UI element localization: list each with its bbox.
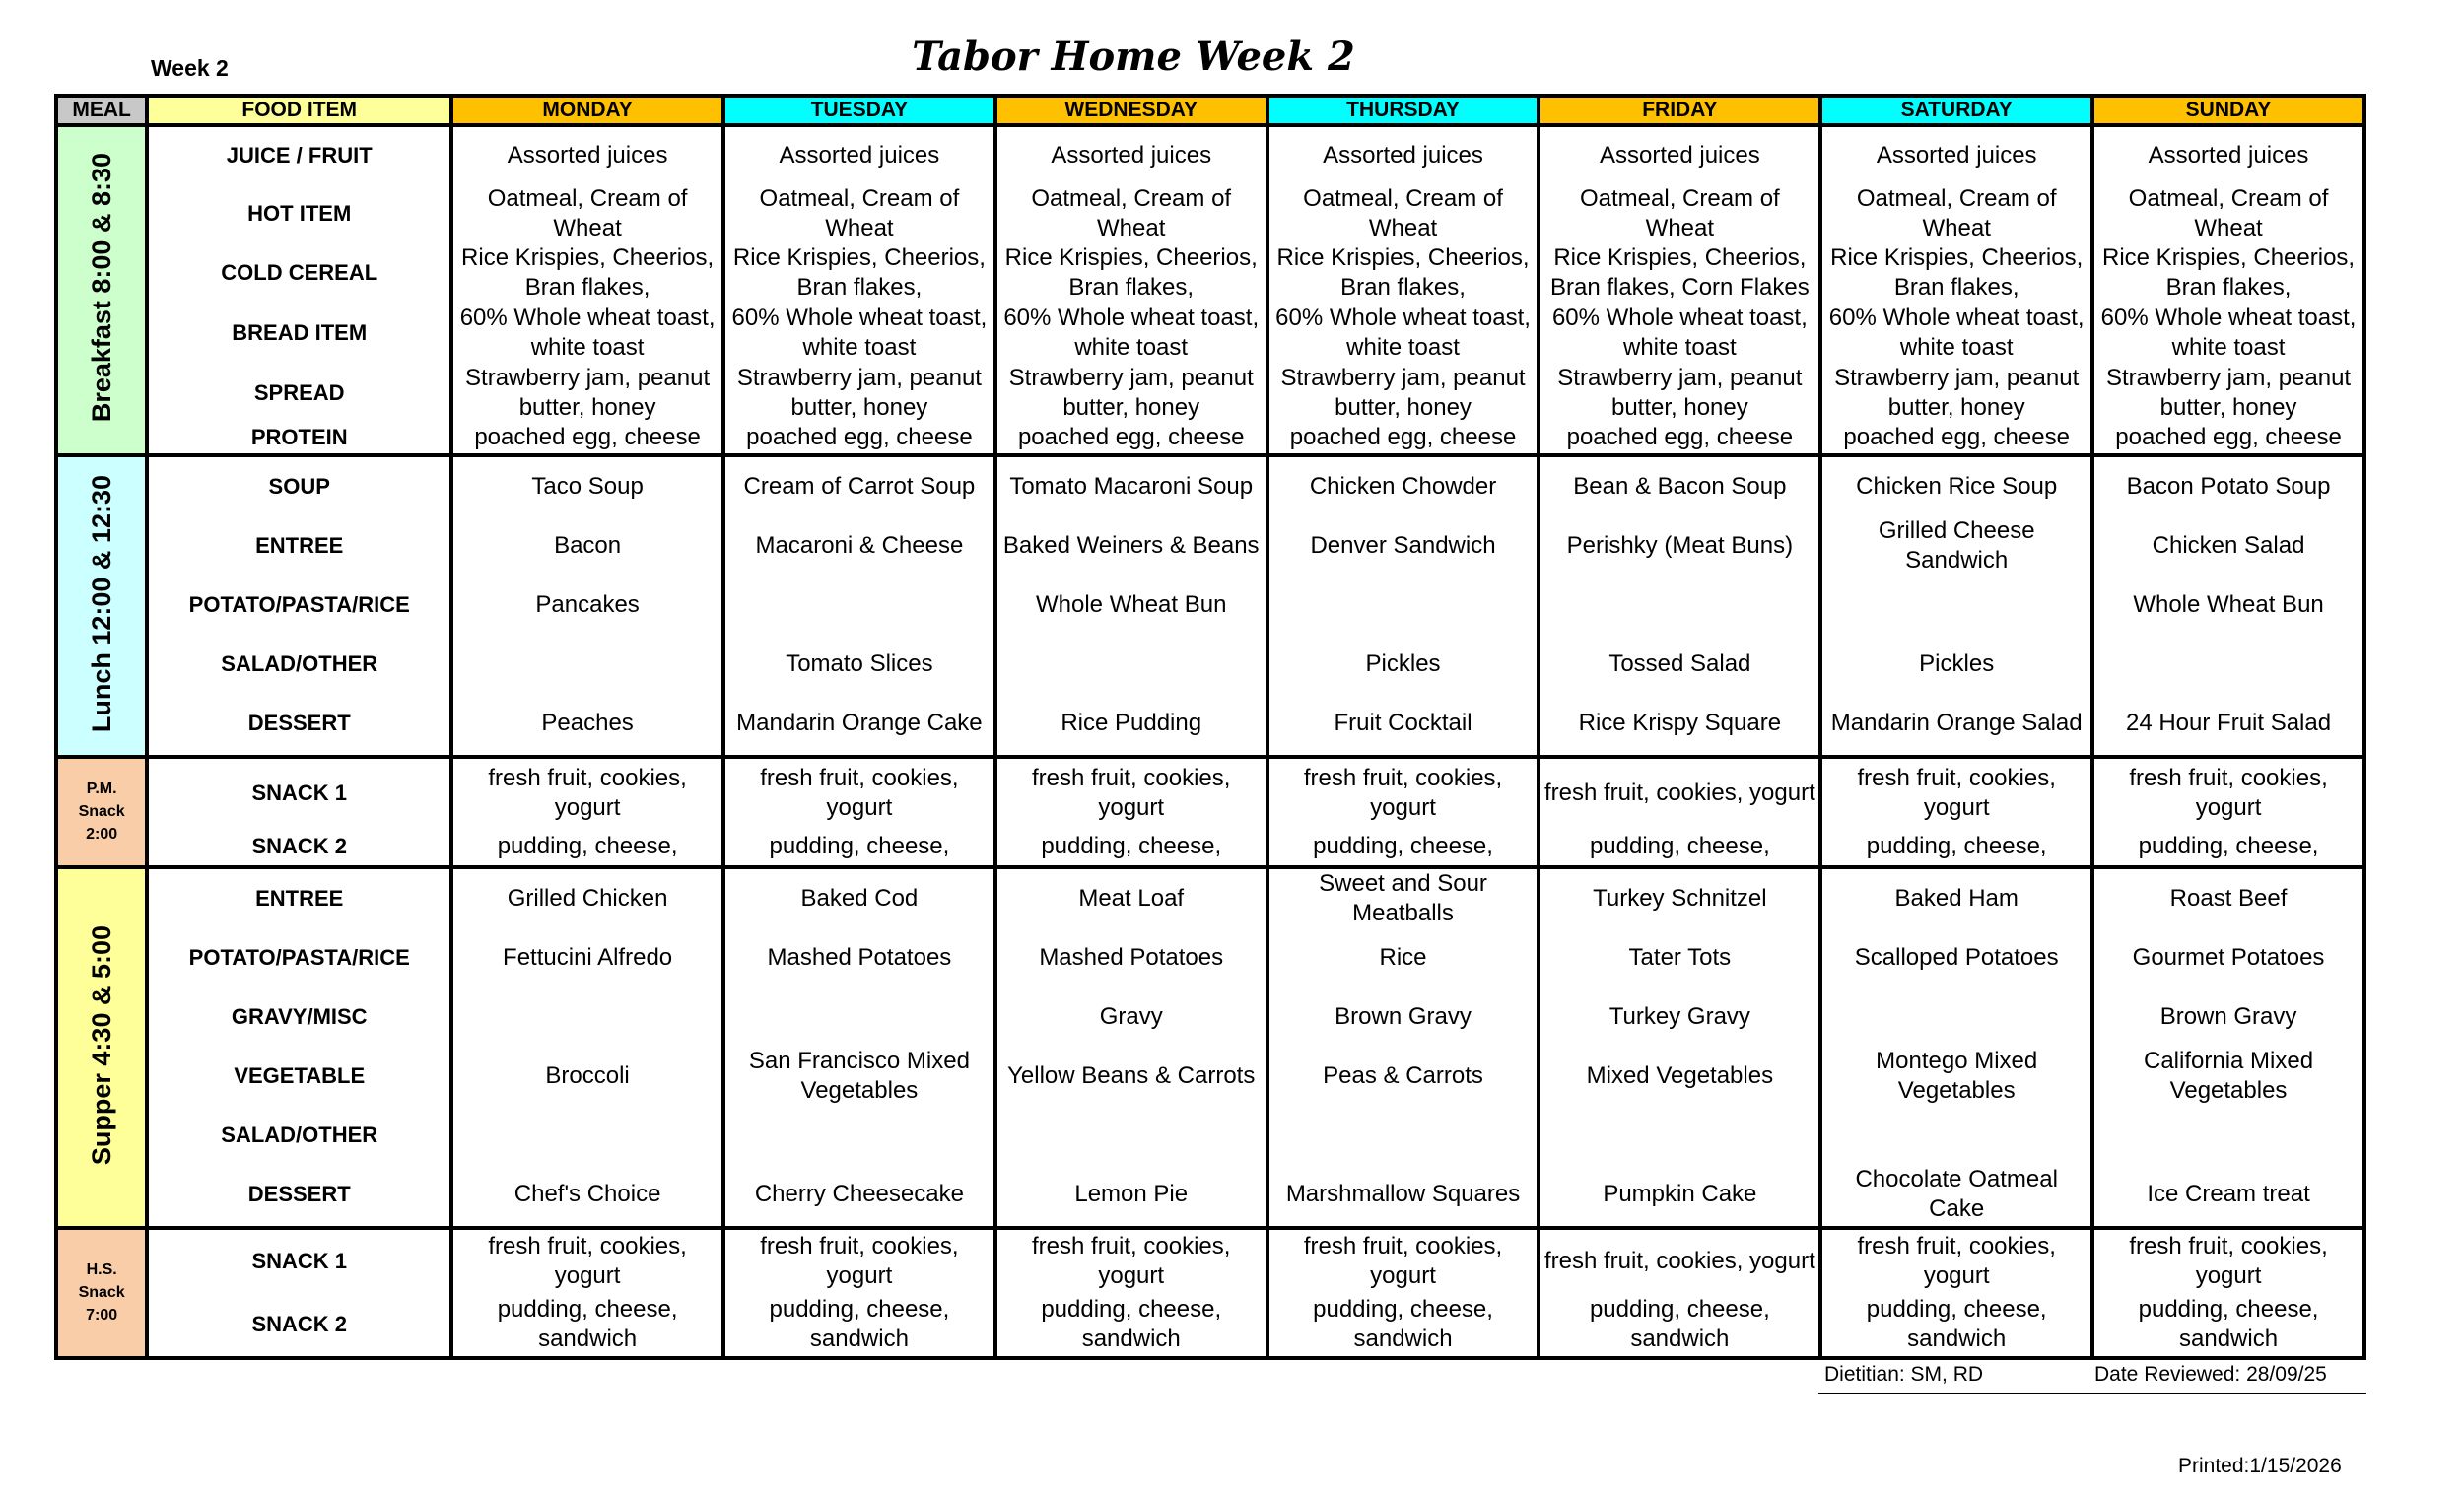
food-item-cell	[147, 455, 451, 757]
day-cell-tuesday	[723, 867, 995, 1228]
menu-entry: Strawberry jam, peanut butter, honey	[1280, 364, 1526, 421]
menu-entry: Pumpkin Cake	[1603, 1181, 1757, 1208]
menu-entry: fresh fruit, cookies, yogurt	[1543, 779, 1815, 806]
day-cell-thursday	[1267, 125, 1540, 455]
day-cell-tuesday	[723, 1228, 995, 1358]
menu-entry	[1822, 987, 2090, 1047]
menu-entry: poached egg, cheese	[2115, 424, 2342, 450]
menu-entry: Whole Wheat Bun	[2133, 590, 2324, 618]
day-cell-monday	[451, 455, 723, 757]
menu-entry: Turkey Gravy	[1608, 1002, 1750, 1030]
menu-entry: poached egg, cheese	[1017, 424, 1245, 450]
menu-entry: Baked Ham	[1894, 884, 2019, 912]
menu-entry	[997, 635, 1266, 694]
menu-entry: fresh fruit, cookies, yogurt	[760, 1232, 959, 1289]
header-food-item: FOOD ITEM	[147, 96, 451, 125]
dietitian-label: Dietitian: SM, RD	[1824, 1363, 1984, 1386]
menu-entry: fresh fruit, cookies, yogurt	[2129, 764, 2328, 821]
menu-entry: pudding, cheese, sandwich	[1589, 1295, 1770, 1352]
food-item-cell	[147, 757, 451, 867]
menu-entry: Whole Wheat Bun	[1036, 590, 1227, 618]
food-item-cell	[147, 867, 451, 1228]
food-item-cell	[147, 1228, 451, 1358]
menu-entry: 60% Whole wheat toast, white toast	[1551, 304, 1808, 361]
day-cell-wednesday	[995, 867, 1267, 1228]
food-item-label: COLD CEREAL	[221, 260, 378, 285]
meal-label-cell	[56, 125, 147, 455]
menu-entry: Gravy	[1099, 1002, 1163, 1030]
menu-entry: Rice Krispy Square	[1578, 710, 1782, 737]
menu-entry: Strawberry jam, peanut butter, honey	[465, 364, 711, 421]
menu-entry	[725, 987, 993, 1047]
column-header-row	[56, 96, 2364, 125]
menu-entry: Grilled Cheese Sandwich	[1878, 516, 2035, 574]
food-item-label: SPREAD	[253, 379, 345, 405]
header-tuesday: TUESDAY	[723, 96, 995, 125]
menu-entry: Taco Soup	[531, 472, 644, 500]
menu-entry: Strawberry jam, peanut butter, honey	[1834, 364, 2080, 421]
day-cell-monday	[451, 757, 723, 867]
header-meal: MEAL	[56, 96, 147, 125]
menu-entry: poached egg, cheese	[1289, 424, 1517, 450]
menu-entry: Chef's Choice	[513, 1181, 661, 1208]
menu-entry: Rice Pudding	[1061, 710, 1202, 737]
day-cell-friday	[1539, 455, 1820, 757]
menu-entry: Mashed Potatoes	[767, 943, 952, 971]
day-cell-sunday	[2092, 455, 2364, 757]
header-thursday: THURSDAY	[1267, 96, 1540, 125]
menu-entry: Oatmeal, Cream of Wheat	[1303, 184, 1503, 241]
menu-entry: Mandarin Orange Salad	[1830, 710, 2083, 737]
menu-entry: Chicken Salad	[2152, 531, 2305, 559]
menu-entry: Perishky (Meat Buns)	[1566, 531, 1794, 559]
day-cell-thursday	[1267, 867, 1540, 1228]
header-sunday: SUNDAY	[2092, 96, 2364, 125]
menu-entry: Brown Gravy	[2159, 1002, 2297, 1030]
menu-entry: 60% Whole wheat toast, white toast	[731, 304, 988, 361]
menu-entry: Ice Cream treat	[2147, 1181, 2310, 1208]
food-item-label: DESSERT	[247, 1182, 351, 1207]
menu-entry: Rice Krispies, Cheerios, Bran flakes,	[732, 244, 986, 301]
menu-entry: Assorted juices	[1323, 141, 1483, 169]
day-cell-sunday	[2092, 125, 2364, 455]
menu-entry: Assorted juices	[1599, 141, 1760, 169]
food-item-label: SNACK 1	[251, 1248, 348, 1273]
meal-section-row	[56, 455, 2364, 757]
menu-entry: Assorted juices	[779, 141, 940, 169]
day-cell-tuesday	[723, 455, 995, 757]
day-cell-saturday	[1820, 757, 2092, 867]
day-cell-wednesday	[995, 1228, 1267, 1358]
food-item-label: SALAD/OTHER	[221, 650, 378, 676]
menu-entry: Strawberry jam, peanut butter, honey	[1557, 364, 1803, 421]
menu-entry: Mixed Vegetables	[1586, 1061, 1774, 1089]
menu-entry: Pickles	[1919, 649, 1995, 677]
meal-label-cell	[56, 1228, 147, 1358]
day-cell-monday	[451, 867, 723, 1228]
menu-entry	[725, 576, 993, 635]
menu-entry: Chicken Chowder	[1309, 472, 1497, 500]
food-item-label: SNACK 2	[251, 833, 348, 858]
header-monday: MONDAY	[451, 96, 723, 125]
menu-entry: fresh fruit, cookies, yogurt	[1303, 764, 1503, 821]
day-cell-friday	[1539, 757, 1820, 867]
menu-entry: Cream of Carrot Soup	[743, 472, 976, 500]
menu-entry: Scalloped Potatoes	[1854, 943, 2059, 971]
menu-entry: Rice Krispies, Cheerios, Bran flakes,	[1276, 244, 1530, 301]
menu-entry	[453, 635, 721, 694]
menu-entry: pudding, cheese,	[1589, 832, 1770, 859]
food-item-label: ENTREE	[255, 532, 344, 558]
meal-section-row	[56, 125, 2364, 455]
menu-entry: pudding, cheese, sandwich	[2138, 1295, 2319, 1352]
menu-entry: Rice Krispies, Cheerios, Bran flakes, Corn Flakes	[1549, 244, 1810, 301]
day-cell-tuesday	[723, 757, 995, 867]
header-friday: FRIDAY	[1539, 96, 1820, 125]
menu-entry: pudding, cheese, sandwich	[1866, 1295, 2047, 1352]
menu-entry: Mandarin Orange Cake	[736, 710, 983, 737]
meal-label: Supper 4:30 & 5:00	[86, 924, 116, 1165]
menu-entry: Oatmeal, Cream of Wheat	[759, 184, 960, 241]
menu-entry: Meat Loaf	[1078, 884, 1185, 912]
menu-entry: Turkey Schnitzel	[1593, 884, 1767, 912]
day-cell-saturday	[1820, 455, 2092, 757]
menu-entry: pudding, cheese, sandwich	[1041, 1295, 1222, 1352]
menu-entry: Rice Krispies, Cheerios, Bran flakes,	[461, 244, 715, 301]
menu-entry: Marshmallow Squares	[1285, 1181, 1521, 1208]
menu-entry: poached egg, cheese	[474, 424, 701, 450]
menu-entry: pudding, cheese,	[769, 832, 950, 859]
food-item-label: HOT ITEM	[247, 200, 352, 226]
menu-entry: Mashed Potatoes	[1039, 943, 1224, 971]
menu-entry: Yellow Beans & Carrots	[1007, 1061, 1256, 1089]
food-item-label: GRAVY/MISC	[231, 1003, 368, 1029]
menu-entry: Strawberry jam, peanut butter, honey	[2105, 364, 2352, 421]
menu-entry: Fettucini Alfredo	[503, 943, 673, 971]
menu-entry: Fruit Cocktail	[1334, 710, 1472, 737]
menu-entry: pudding, cheese,	[1313, 832, 1493, 859]
menu-entry: Oatmeal, Cream of Wheat	[1031, 184, 1232, 241]
menu-entry: fresh fruit, cookies, yogurt	[488, 764, 687, 821]
menu-entry: fresh fruit, cookies, yogurt	[1032, 1232, 1231, 1289]
menu-entry: pudding, cheese,	[1041, 832, 1222, 859]
menu-entry	[1540, 576, 1818, 635]
menu-entry: Tossed Salad	[1608, 649, 1751, 677]
printed-date: Printed:1/15/2026	[2178, 1455, 2342, 1477]
menu-entry: Chicken Rice Soup	[1856, 472, 2058, 500]
menu-entry: fresh fruit, cookies, yogurt	[2129, 1232, 2328, 1289]
day-cell-wednesday	[995, 455, 1267, 757]
food-item-label: DESSERT	[247, 711, 351, 736]
menu-entry: Roast Beef	[2169, 884, 2288, 912]
menu-entry: 60% Whole wheat toast, white toast	[1828, 304, 2085, 361]
menu-entry: Pickles	[1365, 649, 1441, 677]
menu-entry: Broccoli	[545, 1061, 630, 1089]
food-item-label: BREAD ITEM	[232, 319, 368, 345]
menu-entry: fresh fruit, cookies, yogurt	[1857, 1232, 2056, 1289]
menu-entry	[2094, 635, 2362, 694]
day-cell-thursday	[1267, 455, 1540, 757]
menu-entry: Montego Mixed Vegetables	[1876, 1047, 2038, 1104]
day-cell-tuesday	[723, 125, 995, 455]
menu-entry: Assorted juices	[1051, 141, 1212, 169]
day-cell-friday	[1539, 1228, 1820, 1358]
menu-entry: Gourmet Potatoes	[2132, 943, 2325, 971]
menu-entry: pudding, cheese,	[1866, 832, 2047, 859]
menu-entry: Oatmeal, Cream of Wheat	[1856, 184, 2057, 241]
menu-entry: fresh fruit, cookies, yogurt	[760, 764, 959, 821]
menu-entry: Bacon	[554, 531, 622, 559]
header-saturday: SATURDAY	[1820, 96, 2092, 125]
menu-entry: pudding, cheese,	[497, 832, 678, 859]
menu-entry: Oatmeal, Cream of Wheat	[1579, 184, 1780, 241]
menu-entry	[453, 987, 721, 1047]
menu-entry: poached egg, cheese	[1843, 424, 2070, 450]
day-cell-wednesday	[995, 757, 1267, 867]
menu-entry: Pancakes	[535, 590, 640, 618]
menu-entry	[1822, 576, 2090, 635]
menu-entry: Sweet and Sour Meatballs	[1319, 869, 1487, 926]
food-item-label: SNACK 1	[251, 780, 348, 805]
menu-entry: Rice Krispies, Cheerios, Bran flakes,	[1830, 244, 2084, 301]
menu-entry: Oatmeal, Cream of Wheat	[2128, 184, 2329, 241]
menu-table	[54, 94, 2366, 1360]
day-cell-monday	[451, 125, 723, 455]
food-item-label: PROTEIN	[250, 425, 348, 449]
food-item-label: ENTREE	[255, 885, 344, 911]
menu-entry: Chocolate Oatmeal Cake	[1855, 1166, 2058, 1223]
menu-entry: 24 Hour Fruit Salad	[2125, 710, 2332, 737]
menu-entry: Cherry Cheesecake	[754, 1181, 964, 1208]
menu-entry: 60% Whole wheat toast, white toast	[2100, 304, 2357, 361]
menu-entry: Rice	[1379, 943, 1427, 971]
day-cell-sunday	[2092, 1228, 2364, 1358]
food-item-label: SNACK 2	[251, 1311, 348, 1336]
day-cell-thursday	[1267, 1228, 1540, 1358]
menu-entry: Baked Cod	[800, 884, 919, 912]
menu-entry: Bean & Bacon Soup	[1573, 472, 1787, 500]
menu-entry	[1269, 576, 1538, 635]
day-cell-wednesday	[995, 125, 1267, 455]
page-title: Tabor Home Week 2	[912, 34, 1355, 80]
day-cell-saturday	[1820, 1228, 2092, 1358]
food-item-label: POTATO/PASTA/RICE	[188, 591, 410, 617]
menu-entry: Tomato Slices	[786, 649, 933, 677]
header-wednesday: WEDNESDAY	[995, 96, 1267, 125]
menu-entry	[1822, 1106, 2090, 1165]
menu-entry: Rice Krispies, Cheerios, Bran flakes,	[1004, 244, 1258, 301]
menu-entry: California Mixed Vegetables	[2144, 1047, 2314, 1104]
meal-label-cell	[56, 757, 147, 867]
menu-entry: fresh fruit, cookies, yogurt	[1303, 1232, 1503, 1289]
day-cell-sunday	[2092, 757, 2364, 867]
day-cell-friday	[1539, 867, 1820, 1228]
meal-label-cell	[56, 867, 147, 1228]
menu-entry: fresh fruit, cookies, yogurt	[1857, 764, 2056, 821]
food-item-label: VEGETABLE	[234, 1062, 366, 1088]
menu-entry: Grilled Chicken	[507, 884, 668, 912]
menu-entry: 60% Whole wheat toast, white toast	[459, 304, 716, 361]
food-item-label: JUICE / FRUIT	[226, 142, 373, 168]
day-cell-saturday	[1820, 867, 2092, 1228]
menu-entry	[997, 1106, 1266, 1165]
menu-entry: Oatmeal, Cream of Wheat	[487, 184, 688, 241]
menu-entry: fresh fruit, cookies, yogurt	[488, 1232, 687, 1289]
menu-entry: Tomato Macaroni Soup	[1009, 472, 1254, 500]
day-cell-saturday	[1820, 125, 2092, 455]
meal-section-row	[56, 1228, 2364, 1358]
day-cell-friday	[1539, 125, 1820, 455]
menu-entry: 60% Whole wheat toast, white toast	[1003, 304, 1260, 361]
menu-entry: 60% Whole wheat toast, white toast	[1275, 304, 1531, 361]
menu-entry: poached egg, cheese	[746, 424, 973, 450]
menu-entry: pudding, cheese, sandwich	[497, 1295, 678, 1352]
menu-entry: Rice Krispies, Cheerios, Bran flakes,	[2102, 244, 2356, 301]
menu-entry: Assorted juices	[1876, 141, 2037, 169]
menu-entry: poached egg, cheese	[1566, 424, 1794, 450]
menu-entry: Baked Weiners & Beans	[1002, 531, 1260, 559]
meal-label: P.M. Snack 2:00	[78, 781, 125, 844]
menu-entry: Peaches	[541, 710, 634, 737]
menu-entry: Strawberry jam, peanut butter, honey	[1008, 364, 1254, 421]
meal-label-cell	[56, 455, 147, 757]
menu-entry: pudding, cheese,	[2138, 832, 2319, 859]
menu-entry: Brown Gravy	[1335, 1002, 1472, 1030]
footer-divider	[1818, 1393, 2366, 1394]
day-cell-thursday	[1267, 757, 1540, 867]
date-reviewed-label: Date Reviewed: 28/09/25	[2094, 1363, 2327, 1386]
menu-entry	[725, 1106, 993, 1165]
meal-label: Breakfast 8:00 & 8:30	[86, 153, 116, 423]
food-item-label: POTATO/PASTA/RICE	[188, 944, 410, 970]
menu-entry: Peas & Carrots	[1323, 1061, 1483, 1089]
menu-entry: San Francisco Mixed Vegetables	[748, 1047, 970, 1104]
menu-entry: Strawberry jam, peanut butter, honey	[736, 364, 982, 421]
food-item-label: SALAD/OTHER	[221, 1122, 378, 1147]
menu-entry: Macaroni & Cheese	[755, 531, 964, 559]
menu-entry	[453, 1106, 721, 1165]
menu-entry: pudding, cheese, sandwich	[1313, 1295, 1493, 1352]
menu-entry	[1269, 1106, 1538, 1165]
menu-entry	[1540, 1106, 1818, 1165]
day-cell-monday	[451, 1228, 723, 1358]
meal-label: Lunch 12:00 & 12:30	[86, 474, 116, 732]
menu-entry: Assorted juices	[507, 141, 668, 169]
menu-entry: fresh fruit, cookies, yogurt	[1032, 764, 1231, 821]
day-cell-sunday	[2092, 867, 2364, 1228]
menu-entry: pudding, cheese, sandwich	[769, 1295, 950, 1352]
menu-entry: Lemon Pie	[1074, 1181, 1189, 1208]
food-item-cell	[147, 125, 451, 455]
menu-entry: fresh fruit, cookies, yogurt	[1543, 1247, 1815, 1274]
menu-entry: Assorted juices	[2148, 141, 2309, 169]
meal-label: H.S. Snack 7:00	[78, 1261, 125, 1325]
menu-entry: Denver Sandwich	[1310, 531, 1496, 559]
meal-section-row	[56, 867, 2364, 1228]
menu-entry: Bacon Potato Soup	[2126, 472, 2331, 500]
menu-entry: Tater Tots	[1628, 943, 1732, 971]
food-item-label: SOUP	[268, 473, 330, 499]
week-label: Week 2	[151, 55, 229, 81]
meal-section-row	[56, 757, 2364, 867]
menu-entry	[2094, 1106, 2362, 1165]
